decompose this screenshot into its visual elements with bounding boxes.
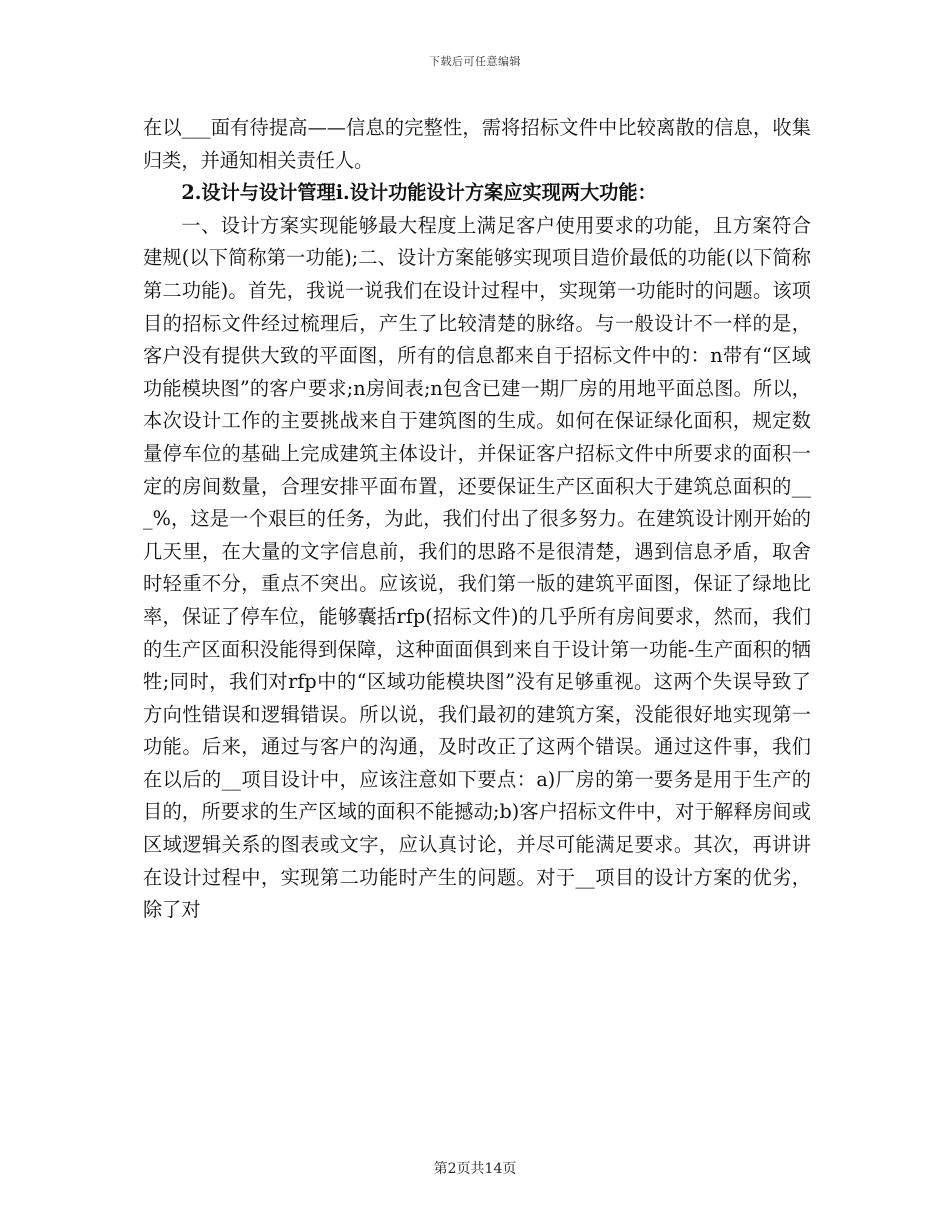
paragraph-main: 一、设计方案实现能够最大程度上满足客户使用要求的功能，且方案符合建规(以下简称第一功能);二、设计方案能够实现项目造价最低的功能(以下简称第二功能)。首先，我说一说我们在设计过程中，实现第一功能时的问题。该项目的招标文件经过梳理后，产生了比较清楚的脉络。与一般设计不一样的是，客户没有提供大致的平面图，所有的信息都来自于招标文件中的：n带有“区域功能模块图”的客户要求;n房间表;n包含已建一期厂房的用地平面总图。所以，本次设计工作的主要挑战来自于建筑图的生成。如何在保证绿化面积，规定数量停车位的基础上完成建筑主体设计，并保证客户招标文件中所要求的面积一定的房间数量，合理安排平面布置，还要保证生产区面积大于建筑总面积的___%，这是一个艰巨的任务，为此，我们付出了很多努力。在建筑设计刚开始的几天里，在大量的文字信息前，我们的思路不是很清楚，遇到信息矛盾，取舍时轻重不分，重点不突出。应该说，我们第一版的建筑平面图，保证了绿地比率，保证了停车位，能够囊括rfp(招标文件)的几乎所有房间要求，然而，我们的生产区面积没能得到保障，这种面面俱到来自于设计第一功能-生产面积的牺牲;同时，我们对rfp中的“区域功能模块图”没有足够重视。这两个失误导致了方向性错误和逻辑错误。所以说，我们最初的建筑方案，没能很好地实现第一功能。后来，通过与客户的沟通，及时改正了这两个错误。通过这件事，我们在以后的__项目设计中，应该注意如下要点：a)厂房的第一要务是用于生产的目的，所要求的生产区域的面积不能撼动;b)客户招标文件中，对于解释房间或区域逻辑关系的图表或文字，应认真讨论，并尽可能满足要求。其次，再讲讲在设计过程中，实现第二功能时产生的问题。对于__项目的设计方案的优劣，除了对 <box>143 213 811 922</box>
document-body <box>143 112 811 927</box>
paragraph-continuation: 在以___面有待提高——信息的完整性，需将招标文件中比较离散的信息，收集归类，并通知相关责任人。 <box>143 116 811 172</box>
page-footer: 第2页共14页 <box>433 1161 517 1177</box>
page-header: 下载后可任意编辑 <box>429 55 521 68</box>
section-heading: 2.设计与设计管理i.设计功能设计方案应实现两大功能： <box>181 181 657 205</box>
